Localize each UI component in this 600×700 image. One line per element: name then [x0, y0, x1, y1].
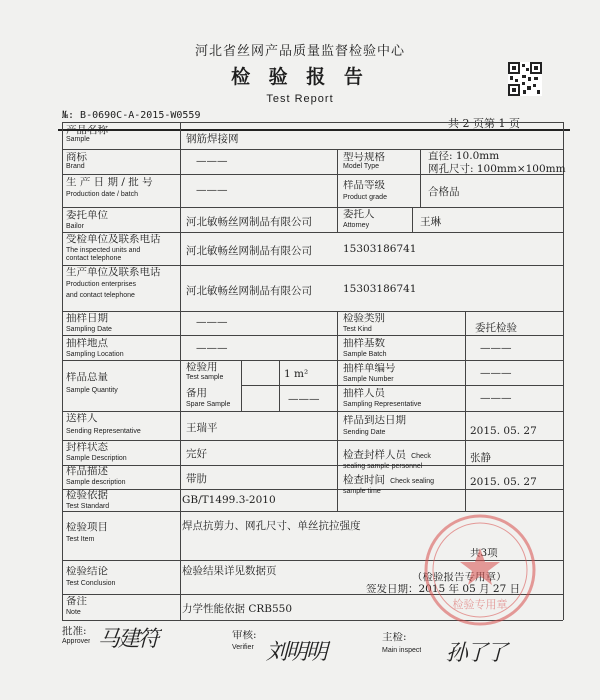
label-sample-description: 封样状态 Sample Description	[66, 442, 127, 462]
label-sending-representative: 送样人 Sending Representative	[66, 413, 141, 435]
value-sample-desc2: 带肋	[186, 473, 207, 485]
label-sample-quantity: 样品总量 Sample Quantity	[66, 372, 118, 394]
label-test-kind: 检验类别 Test Kind	[343, 313, 385, 333]
value-item-count: 共3项	[470, 548, 498, 559]
label-sample-batch: 抽样基数 Sample Batch	[343, 338, 387, 358]
value-production-enterprise: 河北敏畅丝网制品有限公司	[186, 285, 312, 297]
value-model: 直径: 10.0mm 网孔尺寸: 100mm×100mm	[428, 151, 566, 175]
value-grade: 合格品	[428, 186, 460, 198]
label-approver: 批准: Approver	[62, 626, 91, 645]
value-production-date: ———	[196, 184, 228, 196]
value-test-standard: GB/T1499.3-2010	[182, 494, 276, 506]
label-production-date: 生 产 日 期 / 批 号 Production date / batch	[66, 177, 153, 198]
label-production-enterprise: 生产单位及联系电话 Production enterprises and contact telephone	[66, 267, 161, 299]
label-note: 备注 Note	[66, 596, 87, 616]
value-bailor: 河北敏畅丝网制品有限公司	[186, 216, 312, 228]
issue-date: 签发日期：2015 年 05 月 27 日	[366, 584, 521, 595]
stamp-text: 检验专用章	[452, 598, 508, 611]
label-sampling-representative: 抽样人员 Sampling Representative	[343, 388, 422, 408]
value-sampling-date: ———	[196, 316, 228, 328]
header-rule	[58, 129, 570, 131]
value-check-time: 2015. 05. 27	[470, 476, 537, 488]
label-test-standard: 检验依据 Test Standard	[66, 490, 110, 510]
value-test-sample: 1 m²	[284, 368, 309, 380]
label-sampling-date: 抽样日期 Sampling Date	[66, 313, 112, 333]
label-spare-sample: 备用 Spare Sample	[186, 388, 231, 408]
value-sample-batch: ———	[480, 342, 512, 354]
label-test-item: 检验项目 Test Item	[66, 522, 108, 543]
label-test-sample: 检验用 Test sample	[186, 362, 224, 381]
label-check-personnel: 检查封样人员 Check sealing sample personnel	[343, 449, 431, 470]
label-main-inspector: 主检: Main inspect	[382, 632, 422, 654]
value-sampling-location: ———	[196, 342, 228, 354]
value-check-personnel: 张静	[470, 452, 491, 464]
value-sample-number: ———	[480, 367, 512, 379]
seal-label: （检验报告专用章）	[412, 572, 507, 583]
value-sending-date: 2015. 05. 27	[470, 425, 537, 437]
label-test-conclusion: 检验结论 Test Conclusion	[66, 566, 116, 587]
value-inspected-units: 河北敏畅丝网制品有限公司	[186, 245, 312, 257]
label-attorney: 委托人 Attorney	[343, 209, 375, 229]
value-note: 力学性能依据 CRB550	[182, 603, 293, 615]
org-name: 河北省丝网产品质量监督检验中心	[194, 44, 405, 59]
value-sample-description: 完好	[186, 448, 207, 460]
label-sample-desc2: 样品描述 Sample description	[66, 466, 126, 486]
verifier-signature: 刘明明	[264, 640, 331, 665]
label-sample: 产品名称 Sample	[66, 125, 108, 143]
approver-signature: 马建符	[96, 627, 163, 652]
value-sending-representative: 王瑞平	[186, 422, 218, 434]
value-sample: 钢筋焊接网	[186, 133, 239, 145]
label-verifier: 审核: Verifier	[232, 630, 257, 651]
label-brand: 商标 Brand	[66, 152, 87, 170]
inspector-signature: 孙了了	[444, 641, 511, 666]
value-test-kind: 委托检验	[475, 322, 517, 334]
label-check-time: 检查时间 Check sealing sample time	[343, 474, 435, 495]
qr-code-icon	[508, 62, 542, 96]
report-title-en: Test Report	[266, 93, 334, 105]
value-brand: ———	[196, 155, 228, 167]
value-production-phone: 15303186741	[343, 283, 417, 295]
label-sending-date: 样品到达日期 Sending Date	[343, 415, 406, 436]
label-sample-number: 抽样单编号 Sample Number	[343, 363, 396, 383]
label-inspected-units: 受检单位及联系电话 The inspected units and contact telephone	[66, 234, 161, 262]
value-attorney: 王琳	[420, 216, 441, 228]
report-number: №: B-0690C-A-2015-W0559	[62, 110, 201, 121]
label-grade: 样品等级 Product grade	[343, 180, 387, 201]
value-spare-sample: ———	[288, 393, 320, 405]
label-bailor: 委托单位 Bailor	[66, 210, 108, 230]
label-sampling-location: 抽样地点 Sampling Location	[66, 338, 124, 358]
inspection-seal-stamp	[420, 510, 540, 630]
value-inspected-phone: 15303186741	[343, 243, 417, 255]
report-title: 检 验 报 告	[231, 66, 369, 88]
label-model: 型号规格 Model Type	[343, 152, 385, 170]
value-sampling-representative: ———	[480, 392, 512, 404]
value-test-item: 焊点抗剪力、网孔尺寸、单丝抗拉强度	[182, 520, 361, 532]
value-test-conclusion: 检验结果详见数据页	[182, 565, 277, 577]
page-count: 共 2 页第 1 页	[448, 117, 520, 130]
